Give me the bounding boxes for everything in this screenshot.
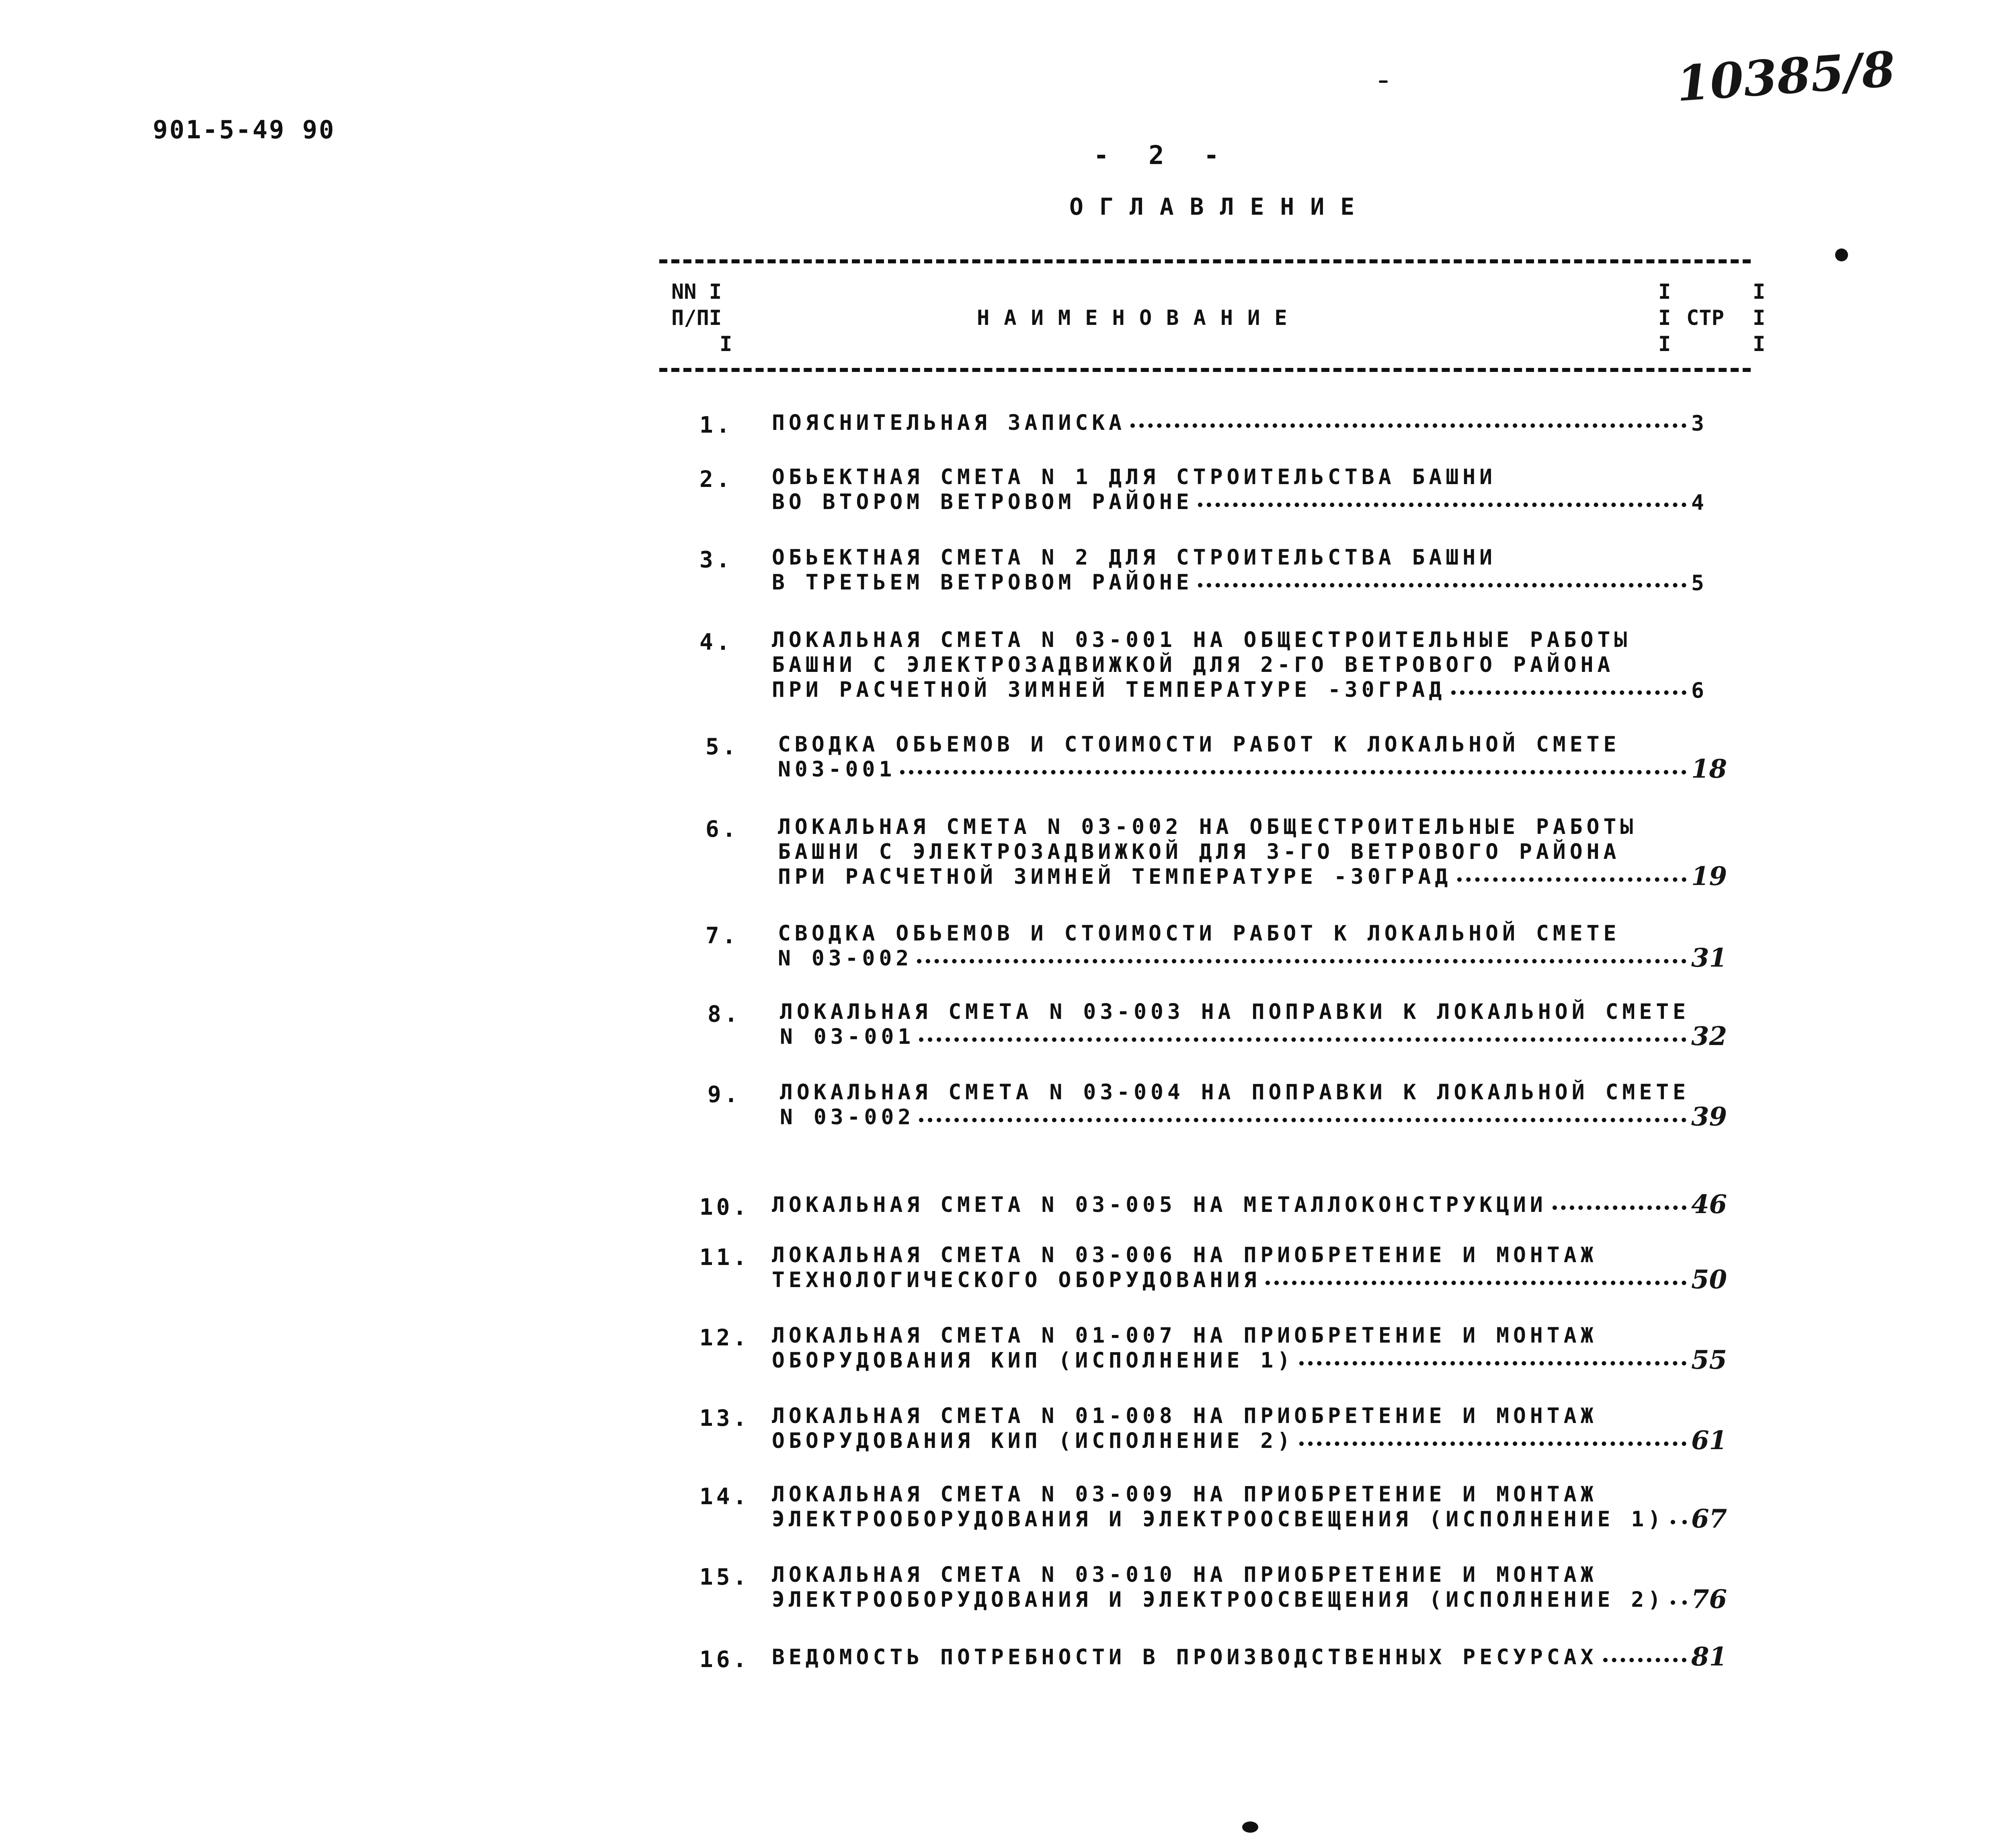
- toc-page-number: 4: [1691, 491, 1704, 515]
- toc-entry-title-line: ПРИ РАСЧЕТНОЙ ЗИМНЕЙ ТЕМПЕРАТУРЕ -30ГРАД: [772, 678, 1446, 702]
- column-number-label-line1: NN I: [671, 280, 722, 304]
- column-separator: I: [1753, 332, 1766, 356]
- toc-entry-title-line: БАШНИ С ЭЛЕКТРОЗАДВИЖКОЙ ДЛЯ 3-ГО ВЕТРОВОГО РАЙОНА: [778, 840, 1620, 864]
- header-top-dashed-rule: [659, 259, 1751, 263]
- toc-entry-title-line: ЭЛЕКТРООБОРУДОВАНИЯ И ЭЛЕКТРООСВЕЩЕНИЯ (ИСПОЛНЕНИЕ 1): [772, 1507, 1665, 1532]
- toc-dot-leader: [1198, 583, 1686, 587]
- toc-page-number: 39: [1691, 1102, 1727, 1132]
- toc-entry-number: 7.: [706, 923, 739, 949]
- toc-entry-title-line: ЛОКАЛЬНАЯ СМЕТА N 01-007 НА ПРИОБРЕТЕНИЕ И МОНТАЖ: [772, 1323, 1598, 1348]
- toc-entry: [706, 734, 1783, 790]
- toc-page-number: 67: [1691, 1504, 1727, 1534]
- column-separator: I: [1658, 306, 1671, 330]
- toc-entry-number: 12.: [699, 1325, 750, 1351]
- toc-entry-title-line: БАШНИ С ЭЛЕКТРОЗАДВИЖКОЙ ДЛЯ 2-ГО ВЕТРОВОГО РАЙОНА: [772, 653, 1614, 677]
- toc-entry-title-line: ОБОРУДОВАНИЯ КИП (ИСПОЛНЕНИЕ 1): [772, 1348, 1294, 1373]
- toc-dot-leader: [1130, 423, 1686, 428]
- toc-entry: [706, 923, 1783, 979]
- toc-entry: [708, 1082, 1785, 1138]
- toc-entry-title-line: ЛОКАЛЬНАЯ СМЕТА N 01-008 НА ПРИОБРЕТЕНИЕ И МОНТАЖ: [772, 1404, 1598, 1428]
- toc-page-number: 81: [1691, 1642, 1727, 1672]
- toc-entry-title-line: ОБЬЕКТНАЯ СМЕТА N 1 ДЛЯ СТРОИТЕЛЬСТВА БАШНИ: [772, 465, 1497, 489]
- toc-entry-number: 3.: [699, 547, 733, 573]
- toc-entry-number: 10.: [699, 1194, 750, 1220]
- ink-dot: [1242, 1821, 1258, 1833]
- column-separator: I: [1753, 280, 1766, 304]
- toc-page-number: 31: [1691, 943, 1727, 973]
- toc-entry-number: 6.: [706, 816, 739, 842]
- column-separator: I: [1658, 332, 1671, 356]
- toc-entry-number: 2.: [699, 466, 733, 493]
- toc-entry-number: 14.: [699, 1484, 750, 1510]
- toc-dot-leader: [900, 770, 1686, 774]
- column-separator: I: [1753, 306, 1766, 330]
- toc-dot-leader: [1671, 1520, 1687, 1524]
- toc-entry: [699, 547, 1777, 603]
- column-number-label-line3: I: [720, 332, 732, 356]
- toc-entry-title-line: ТЕХНОЛОГИЧЕСКОГО ОБОРУДОВАНИЯ: [772, 1268, 1261, 1292]
- header-bottom-dashed-rule: [659, 368, 1751, 372]
- toc-entry: [706, 815, 1783, 891]
- toc-entry: [699, 1642, 1777, 1703]
- toc-dot-leader: [1603, 1658, 1686, 1662]
- toc-entry-title-line: ЛОКАЛЬНАЯ СМЕТА N 03-009 НА ПРИОБРЕТЕНИЕ И МОНТАЖ: [772, 1482, 1598, 1507]
- toc-dot-leader: [917, 959, 1686, 963]
- toc-entry-number: 1.: [699, 412, 733, 438]
- toc-page-number: 6: [1691, 678, 1704, 703]
- toc-dot-leader: [1299, 1441, 1686, 1446]
- toc-entry-number: 8.: [708, 1001, 741, 1027]
- toc-entry: [699, 1564, 1777, 1620]
- document-code: 901-5-49 90: [153, 115, 336, 144]
- column-separator: I: [1658, 280, 1671, 304]
- ink-dash: [1379, 80, 1388, 83]
- toc-dot-leader: [1198, 503, 1686, 507]
- toc-dot-leader: [1299, 1361, 1686, 1365]
- toc-entry-title-line: ЭЛЕКТРООБОРУДОВАНИЯ И ЭЛЕКТРООСВЕЩЕНИЯ (ИСПОЛНЕНИЕ 2): [772, 1587, 1665, 1612]
- toc-entry-title-line: N03-001: [778, 757, 896, 782]
- ink-dot: [1835, 248, 1848, 261]
- toc-entry-title-line: N 03-001: [780, 1025, 915, 1049]
- toc-page-number: 76: [1691, 1584, 1727, 1614]
- toc-entry: [699, 1325, 1777, 1381]
- column-number-label-line2: П/ПI: [671, 306, 722, 330]
- toc-page-number: 5: [1691, 571, 1704, 595]
- toc-entry-title-line: СВОДКА ОБЬЕМОВ И СТОИМОСТИ РАБОТ К ЛОКАЛЬНОЙ СМЕТЕ: [778, 732, 1620, 757]
- toc-entry-title-line: ЛОКАЛЬНАЯ СМЕТА N 03-003 НА ПОПРАВКИ К ЛОКАЛЬНОЙ СМЕТЕ: [780, 1000, 1690, 1024]
- toc-entry-title-line: N 03-002: [778, 946, 913, 971]
- toc-page-number: 19: [1691, 861, 1727, 891]
- toc-entry-title-line: ЛОКАЛЬНАЯ СМЕТА N 03-002 НА ОБЩЕСТРОИТЕЛЬНЫЕ РАБОТЫ: [778, 815, 1637, 839]
- toc-dot-leader: [919, 1118, 1686, 1122]
- archive-number-handwritten: 10385/8: [1674, 41, 1897, 113]
- page-number: - 2 -: [1093, 141, 1231, 170]
- toc-entry-title-line: ЛОКАЛЬНАЯ СМЕТА N 03-004 НА ПОПРАВКИ К ЛОКАЛЬНОЙ СМЕТЕ: [780, 1080, 1690, 1105]
- toc-page-number: 61: [1691, 1425, 1727, 1456]
- toc-entry-title-line: ВО ВТОРОМ ВЕТРОВОМ РАЙОНЕ: [772, 490, 1193, 514]
- toc-entry: [699, 1405, 1777, 1462]
- toc-entry: [699, 1244, 1777, 1301]
- toc-entry: [699, 466, 1777, 523]
- toc-entry-title-line: ОБЬЕКТНАЯ СМЕТА N 2 ДЛЯ СТРОИТЕЛЬСТВА БАШНИ: [772, 545, 1497, 570]
- toc-page-number: 55: [1691, 1345, 1727, 1375]
- toc-page-number: 50: [1691, 1265, 1727, 1295]
- toc-entry-number: 15.: [699, 1564, 750, 1590]
- toc-entry-title-line: N 03-002: [780, 1105, 915, 1129]
- toc-entry-title-line: ВЕДОМОСТЬ ПОТРЕБНОСТИ В ПРОИЗВОДСТВЕННЫХ РЕСУРСАХ: [772, 1645, 1598, 1669]
- toc-entry-title-line: ЛОКАЛЬНАЯ СМЕТА N 03-010 НА ПРИОБРЕТЕНИЕ И МОНТАЖ: [772, 1563, 1598, 1587]
- toc-entry: [699, 1189, 1777, 1250]
- toc-dot-leader: [1671, 1600, 1687, 1605]
- toc-entry-number: 11.: [699, 1244, 750, 1271]
- toc-entry-title-line: СВОДКА ОБЬЕМОВ И СТОИМОСТИ РАБОТ К ЛОКАЛЬНОЙ СМЕТЕ: [778, 921, 1620, 946]
- toc-page-number: 32: [1691, 1021, 1727, 1051]
- toc-entry-title-line: ПОЯСНИТЕЛЬНАЯ ЗАПИСКА: [772, 411, 1126, 435]
- toc-entry-number: 16.: [699, 1647, 750, 1673]
- toc-entry: [699, 628, 1777, 703]
- toc-entry-number: 5.: [706, 734, 739, 760]
- toc-dot-leader: [1451, 690, 1686, 695]
- toc-dot-leader: [1265, 1281, 1686, 1285]
- column-page-label: СТР: [1686, 306, 1724, 330]
- toc-dot-leader: [1457, 877, 1686, 882]
- column-name-label: НАИМЕНОВАНИЕ: [977, 306, 1302, 330]
- toc-dot-leader: [919, 1037, 1686, 1042]
- toc-entry-title-line: ЛОКАЛЬНАЯ СМЕТА N 03-006 НА ПРИОБРЕТЕНИЕ И МОНТАЖ: [772, 1243, 1598, 1267]
- toc-entry-title-line: ПРИ РАСЧЕТНОЙ ЗИМНЕЙ ТЕМПЕРАТУРЕ -30ГРАД: [778, 864, 1452, 889]
- toc-entry-number: 4.: [699, 629, 733, 655]
- toc-entry: [699, 412, 1777, 468]
- toc-entry: [699, 1484, 1777, 1540]
- toc-dot-leader: [1553, 1205, 1686, 1210]
- toc-entry-title-line: ОБОРУДОВАНИЯ КИП (ИСПОЛНЕНИЕ 2): [772, 1429, 1294, 1453]
- toc-entry-title-line: ЛОКАЛЬНАЯ СМЕТА N 03-005 НА МЕТАЛЛОКОНСТРУКЦИИ: [772, 1193, 1547, 1217]
- toc-entry-number: 13.: [699, 1405, 750, 1431]
- toc-page-number: 46: [1691, 1189, 1727, 1220]
- toc-page-number: 18: [1691, 754, 1727, 784]
- toc-entry-number: 9.: [708, 1082, 741, 1108]
- toc-page-number: 3: [1691, 411, 1704, 436]
- toc-entry-title-line: ЛОКАЛЬНАЯ СМЕТА N 03-001 НА ОБЩЕСТРОИТЕЛЬНЫЕ РАБОТЫ: [772, 628, 1631, 652]
- toc-title: ОГЛАВЛЕНИЕ: [1069, 193, 1371, 220]
- toc-entry: [708, 1001, 1785, 1057]
- toc-entry-title-line: В ТРЕТЬЕМ ВЕТРОВОМ РАЙОНЕ: [772, 570, 1193, 595]
